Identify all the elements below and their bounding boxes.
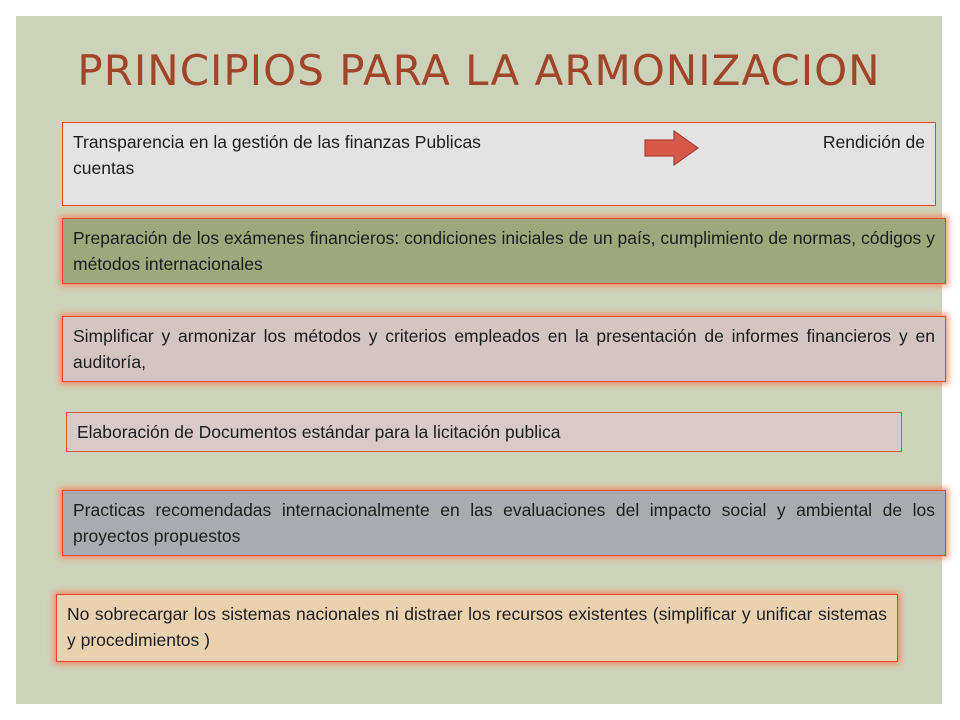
- standard-documents-text: Elaboración de Documentos estándar para la licitación publica: [77, 422, 561, 442]
- financial-exams-text: Preparación de los exámenes financieros: condiciones iniciales de un país, cumplimiento de normas, códigos y métodos internacionales: [73, 228, 935, 274]
- principle-box-no-overload: [56, 594, 898, 662]
- simplify-methods-text: Simplificar y armonizar los métodos y criterios empleados en la presentación de informes financieros y en auditoría,: [73, 326, 935, 372]
- principle-row-transparency: [73, 129, 925, 155]
- principle-box-simplify-methods: [62, 316, 946, 382]
- accountability-continuation: cuentas: [73, 158, 135, 178]
- slide-title: PRINCIPIOS PARA LA ARMONIZACION: [77, 46, 881, 95]
- transparency-text: Transparencia en la gestión de las finanzas Publicas: [73, 132, 481, 152]
- principle-box-transparency: [62, 122, 936, 206]
- slide: [16, 16, 942, 704]
- principle-box-standard-documents: [66, 412, 902, 452]
- principle-box-financial-exams: [62, 218, 946, 284]
- accountability-text: Rendición de: [822, 132, 925, 152]
- recommended-practices-text: Practicas recomendadas internacionalmente en las evaluaciones del impacto social y ambiental de los proyectos propuestos: [73, 500, 935, 546]
- no-overload-text: No sobrecargar los sistemas nacionales ni distraer los recursos existentes (simplificar y unificar sistemas y procedimientos ): [67, 604, 887, 650]
- right-arrow-icon: [644, 128, 700, 168]
- principle-box-recommended-practices: [62, 490, 946, 556]
